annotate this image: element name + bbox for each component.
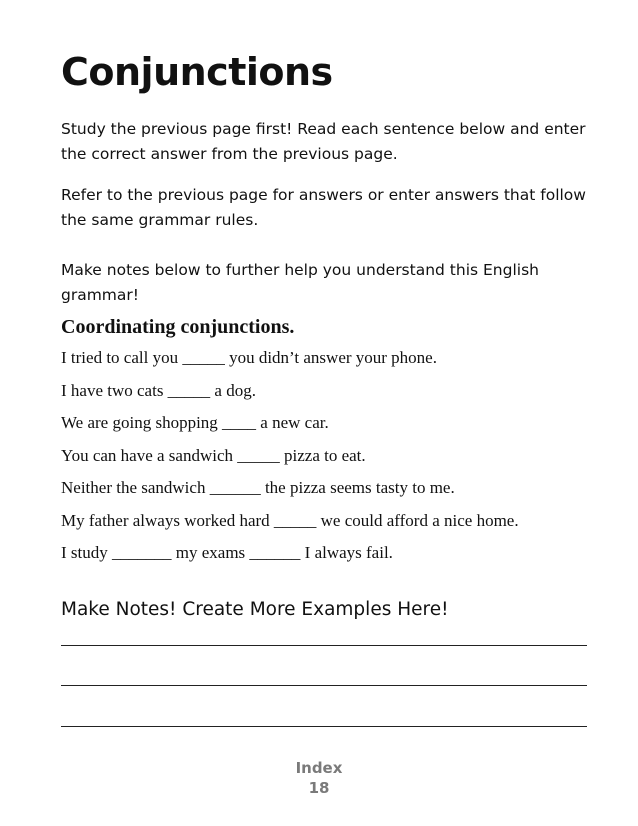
instruction-paragraph-3: Make notes below to further help you understand this English grammar! <box>61 261 539 304</box>
notes-line-2 <box>61 685 587 686</box>
page-title: Conjunctions <box>61 50 333 94</box>
exercise-list <box>61 346 621 574</box>
exercise-sentence-7: I study _______ my exams ______ I always fail. <box>61 543 393 562</box>
section-heading: Coordinating conjunctions. <box>61 316 295 338</box>
notes-line-3 <box>61 726 587 727</box>
exercise-sentence-2: I have two cats _____ a dog. <box>61 380 256 400</box>
exercise-sentence-3: We are going shopping ____ a new car. <box>61 413 329 432</box>
page-number: 18 <box>308 779 330 797</box>
exercise-sentence-6: My father always worked hard _____ we could afford a nice home. <box>61 510 519 530</box>
notes-line-1 <box>61 645 587 646</box>
instruction-paragraph-2: Refer to the previous page for answers or enter answers that follow the same grammar rules. <box>61 186 586 229</box>
exercise-sentence-5: Neither the sandwich ______ the pizza seems tasty to me. <box>61 478 455 497</box>
instruction-paragraph-1: Study the previous page first! Read each sentence below and enter the correct answer from the previous page. <box>61 120 586 163</box>
exercise-sentence-4: You can have a sandwich _____ pizza to eat. <box>61 445 366 465</box>
notes-heading: Make Notes! Create More Examples Here! <box>61 599 449 620</box>
exercise-sentence-1: I tried to call you _____ you didn’t answer your phone. <box>61 348 437 367</box>
index-link[interactable]: Index <box>295 759 343 777</box>
